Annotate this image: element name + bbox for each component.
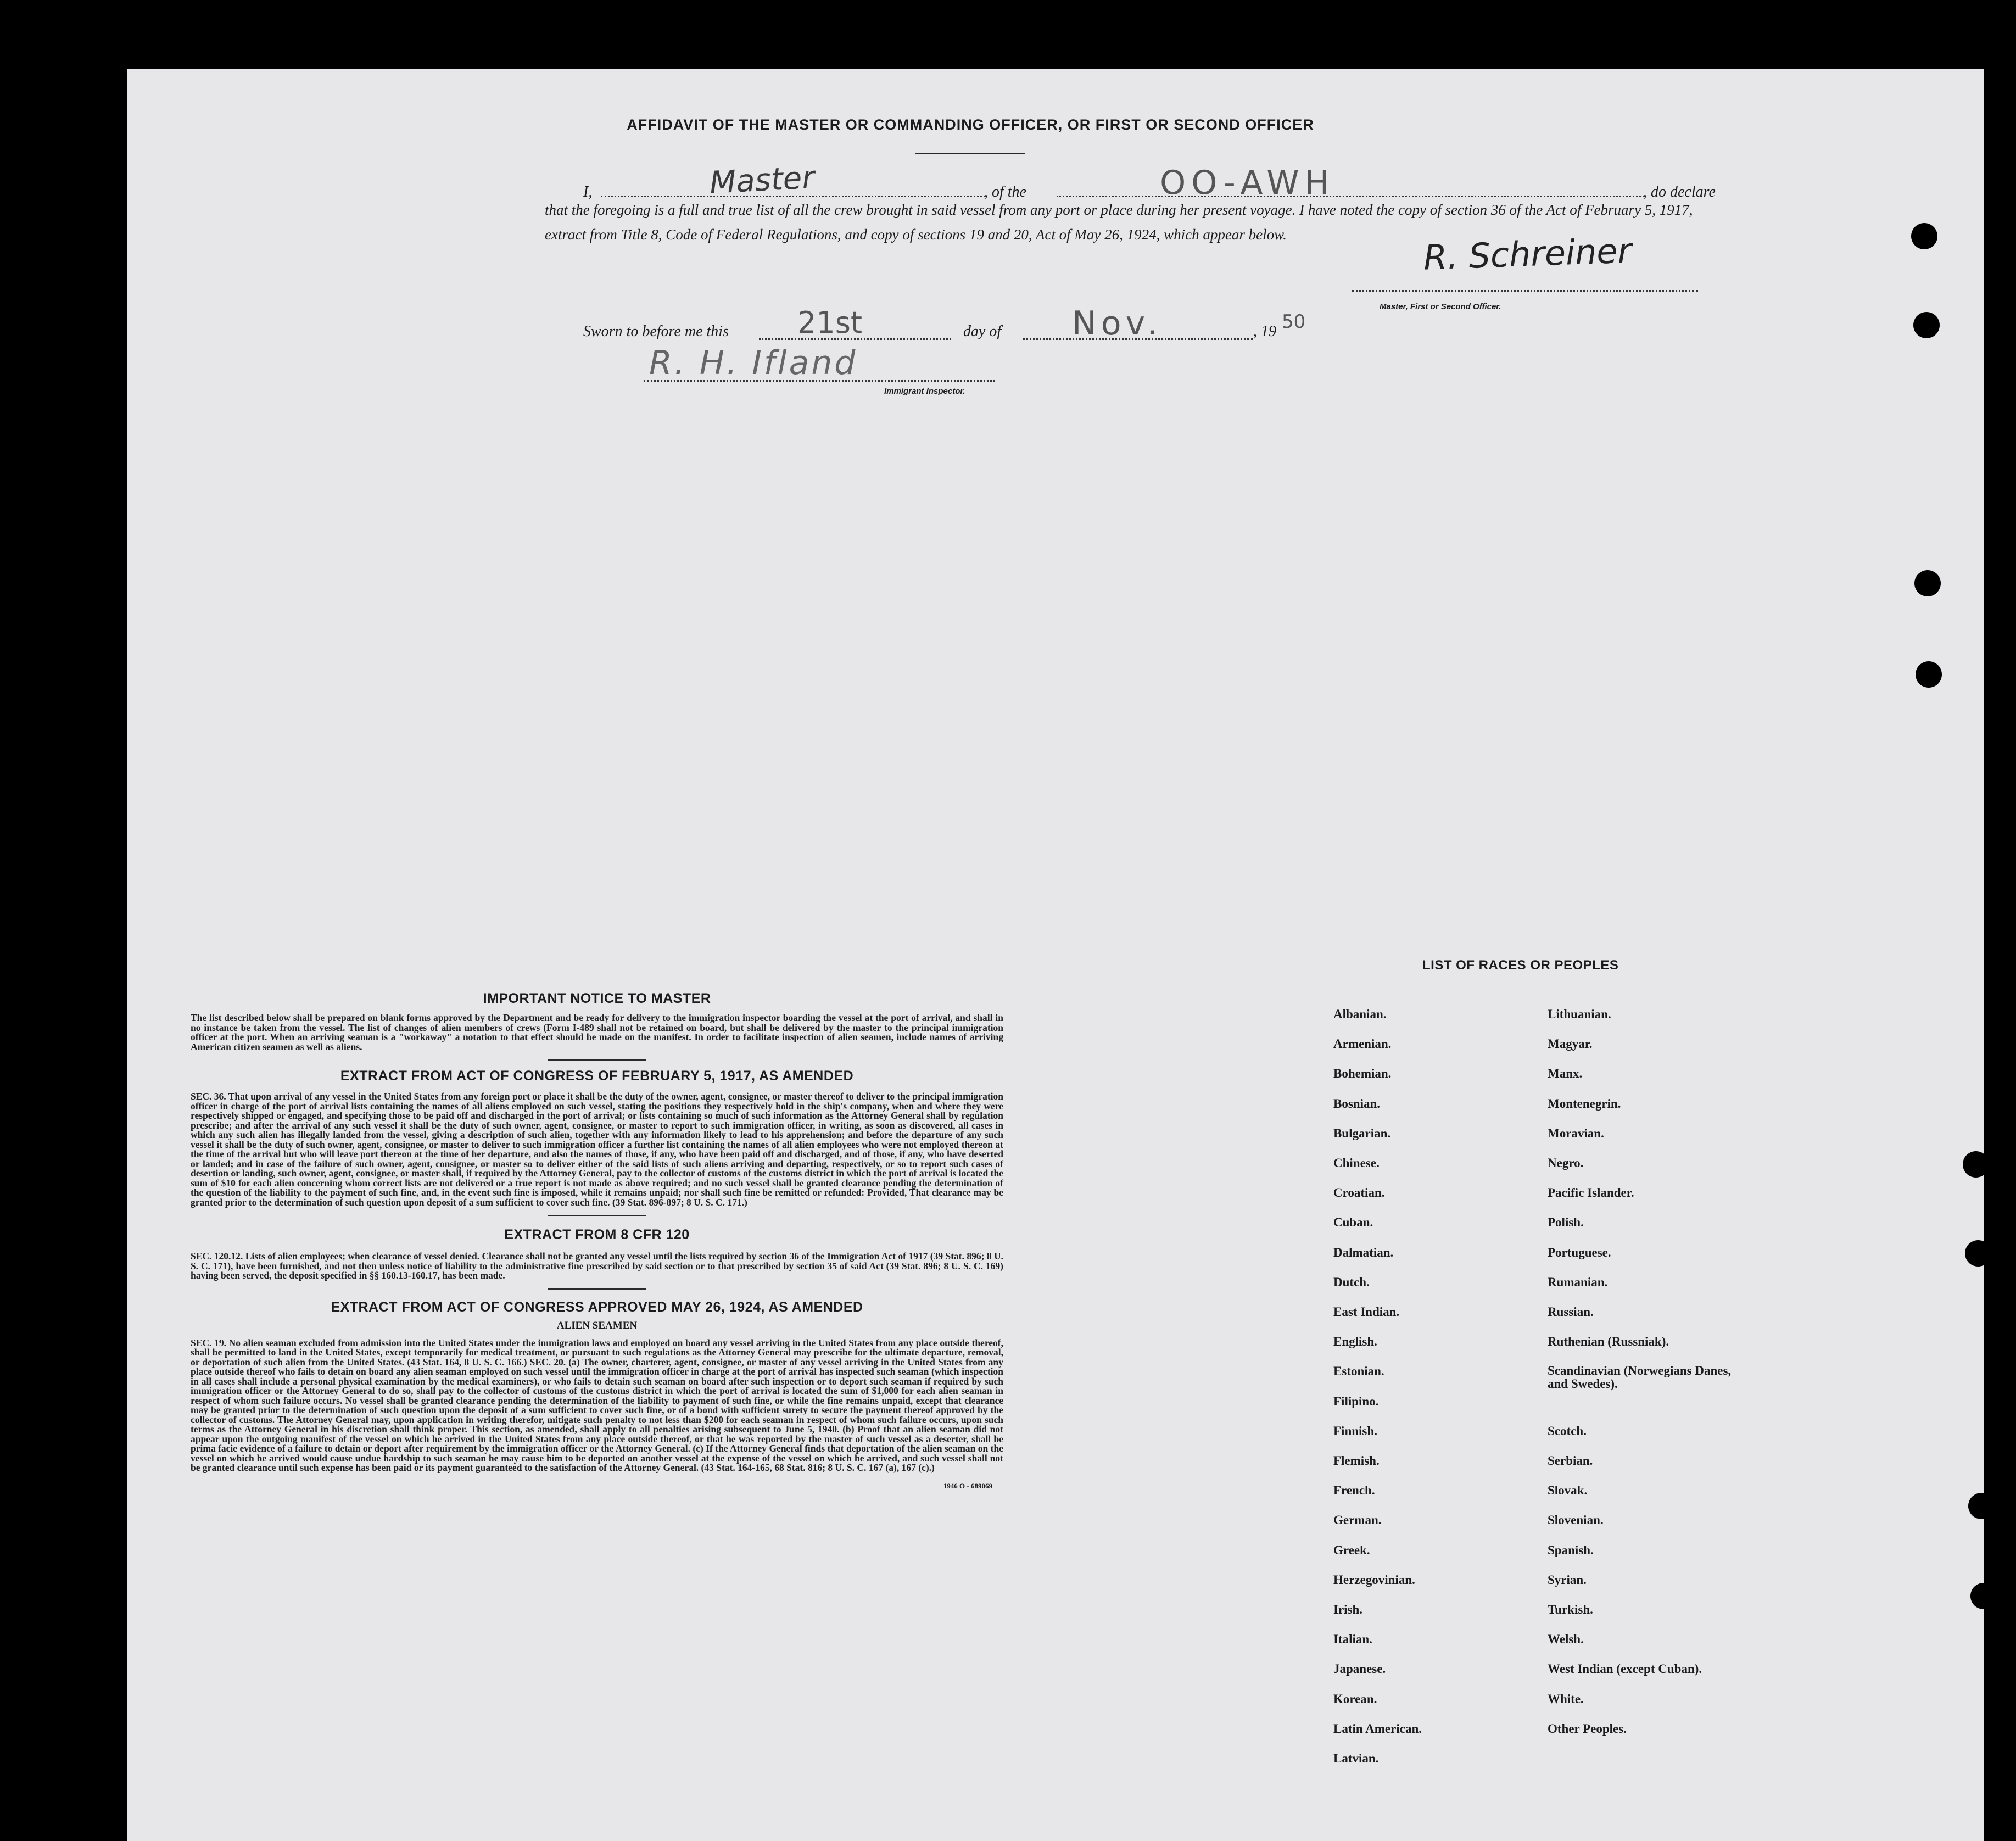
race-item: Ruthenian (Russniak). (1548, 1335, 1669, 1349)
race-item: West Indian (except Cuban). (1548, 1662, 1702, 1676)
extract3-text: SEC. 19. No alien seaman excluded from admission into the United States under the immigration laws and employed on board any vessel arriving in the United States from any place outside thereof, shall be permitted to land in the United States, except temporarily for medical treatment, or pursuant to such regulations as the Attorney General may prescribe for the ultimate departure, removal, or deportation of such alien from the United States. (43 Stat. 164, 8 U. S. C. 166.) SEC. 20. (a) The owner, charterer, agent, consignee, or master of any vessel arriving in the United States from any place outside thereof who fails to detain on board any alien seaman employed on such vessel until the immigration officer in charge at the port of arrival has inspected such seaman (which inspection in all cases shall include a personal physical examination by the medical examiners), or who fails to detain such seaman on board after such inspection or to deport such seaman if required by such immigration officer or the Attorney General to do so, shall pay to the collector of customs of the customs district in which the port of arrival is located the sum of $1,000 for each alien seaman in respect of whom such failure occurs. No vessel shall be granted clearance pending the determination of the liability to payment of such fine, or while the fine remains unpaid, except that clearance may be granted prior to the determination of such question upon the deposit of a sum sufficient to cover such fine, or of a bond with sufficient surety to secure the payment thereof approved by the collector of customs. The Attorney General may, upon application in writing therefor, mitigate such penalty to not less than $200 for each seaman in respect of whom such failure occurs, upon such terms as the Attorney General in his discretion shall think proper. This section, as amended, shall apply to all penalties arising subsequent to June 5, 1940. (b) Proof that an alien seaman did not appear upon the outgoing manifest of the vessel on which he arrived in the United States from any place outside thereof, or that he was reported by the master of such vessel as a deserter, shall be prima facie evidence of a failure to detain or deport after requirement by the immigration officer or the Attorney General. (c) If the Attorney General finds that deportation of the alien seaman on the vessel on which he arrived would cause undue hardship to such seaman he may cause him to be deported on another vessel at the expense of the vessel on which he arrived, and such vessel shall not be granted clearance until such expense has been paid or its payment guaranteed to the satisfaction of the Attorney General. (43 Stat. 164-165, 68 Stat. 816; 8 U. S. C. 167 (a), 167 (c).) (191, 1337, 1003, 1473)
day-of-label: day of (963, 323, 1002, 340)
race-item: Pacific Islander. (1548, 1186, 1634, 1200)
race-item: White. (1548, 1692, 1584, 1706)
race-item: Italian. (1333, 1632, 1372, 1647)
extract1-text: SEC. 36. That upon arrival of any vessel in the United States from any foreign port or place it shall be the duty of the owner, agent, consignee, or master thereof to deliver to the principal immigration officer in charge of the port of arrival lists containing the names of all aliens employed on such vessel, stating the positions they respectively hold in the ship's company, when and where they were respectively shipped or engaged, and specifying those to be paid off and discharged in the port of arrival; or lists containing so much of such information as the Attorney General shall by regulation prescribe; and after the arrival of any such vessel it shall be the duty of such owner, agent, consignee, or master to report to such immigration officer, in writing, as soon as discovered, all cases in which any such alien has illegally landed from the vessel, giving a description of such alien, together with any information likely to lead to his apprehension; and before the departure of any such vessel it shall be the duty of such owner, agent, consignee, or master to deliver to such immigration officer a further list containing the names of all alien employees who were not employed thereon at the time of the arrival but who will leave port thereon at the time of her departure, and also the names of those, if any, who have been paid off and discharged, and of those, if any, who have deserted or landed; and in case of the failure of such owner, agent, consignee, or master so to deliver either of the said lists of such aliens arriving and departing, respectively, or so to report such cases of desertion or landing, such owner, agent, consignee, or master shall, if required by the Attorney General, pay to the collector of customs of the customs district in which the port of arrival is located the sum of $10 for each alien concerning whom correct lists are not delivered or a true report is not made as above required; and no such vessel shall be granted clearance pending the determination of the question of the liability to the payment of such fine, and, in the event such fine is imposed, while it remains unpaid; nor shall such fine be remitted or refunded: Provided, That clearance may be granted prior to the determination of such question upon deposit of a sum sufficient to cover such fine. (39 Stat. 896-897; 8 U. S. C. 171.) (191, 1091, 1003, 1208)
vessel-line (1057, 196, 1644, 197)
race-item: Slovak. (1548, 1483, 1588, 1498)
race-item: Montenegrin. (1548, 1096, 1621, 1111)
race-item: Filipino. (1333, 1394, 1379, 1408)
extract2-text: SEC. 120.12. Lists of alien employees; when clearance of vessel denied. Clearance shall not be granted any vessel until the lists required by section 36 of the Immigration Act of 1917 (39 Stat. 896; 8 U. S. C. 171), have been furnished, and not then unless notice of liability to the administrative fine prescribed by said section or to that prescribed by section 35 of said Act (39 Stat. 896; 8 U. S. C. 169) having been served, the deposit specified in §§ 160.13-160.17, has been made. (191, 1251, 1003, 1281)
race-item: Magyar. (1548, 1037, 1593, 1051)
race-item: Slovenian. (1548, 1513, 1604, 1527)
extract2-title: EXTRACT FROM 8 CFR 120 (504, 1227, 690, 1242)
punch-hole (1970, 1583, 1997, 1609)
punch-hole (1913, 312, 1940, 338)
race-item: Latin American. (1333, 1721, 1422, 1736)
extract1-rule (548, 1215, 646, 1216)
race-item: Serbian. (1548, 1454, 1593, 1468)
officer-caption: Master, First or Second Officer. (1380, 302, 1501, 311)
race-item: German. (1333, 1513, 1382, 1527)
vessel-handwritten: OO-AWH (1160, 164, 1335, 202)
race-item: Flemish. (1333, 1454, 1380, 1468)
race-item: Dalmatian. (1333, 1245, 1394, 1259)
extract1-title: EXTRACT FROM ACT OF CONGRESS OF FEBRUARY 5, 1917, AS AMENDED (340, 1068, 854, 1084)
important-notice (191, 991, 1003, 1491)
race-item: Cuban. (1333, 1215, 1373, 1230)
race-item: Polish. (1548, 1215, 1584, 1230)
race-item: Bosnian. (1333, 1096, 1381, 1111)
race-item: Welsh. (1548, 1632, 1584, 1647)
declaration-text: that the foregoing is a full and true list of all the crew brought in said vessel from any port or place during her present voyage. I have noted the copy of section 36 of the Act of February 5, 1917, extract from Title 8, Code of Federal Regulations, and copy of sections 19 and 20, Act of May 26, 1924, which appear below. (545, 202, 1693, 243)
race-item: Herzegovinian. (1333, 1572, 1415, 1587)
extract3-title: EXTRACT FROM ACT OF CONGRESS APPROVED MAY 26, 1924, AS AMENDED (331, 1299, 863, 1315)
notice-rule (548, 1059, 646, 1061)
race-item: Turkish. (1548, 1603, 1593, 1616)
affidavit-title: AFFIDAVIT OF THE MASTER OR COMMANDING OFFICER, OR FIRST OR SECOND OFFICER (627, 116, 1314, 133)
race-item: Rumanian. (1548, 1275, 1608, 1289)
race-item: Albanian. (1333, 1007, 1387, 1021)
extract3-subtitle: ALIEN SEAMEN (556, 1319, 638, 1331)
race-item: Finnish. (1333, 1424, 1377, 1438)
race-item: Japanese. (1333, 1662, 1386, 1676)
inspector-caption: Immigrant Inspector. (884, 387, 965, 396)
race-item: French. (1333, 1483, 1375, 1498)
race-item: Scandinavian (Norwegians Danes, and Swedes). (1548, 1364, 1732, 1391)
sworn-label: Sworn to before me this (583, 323, 729, 340)
officer-signature-line (1352, 290, 1698, 292)
race-item: Korean. (1333, 1692, 1377, 1706)
notice-text: The list described below shall be prepared on blank forms approved by the Department and be ready for delivery to the immigration inspector boarding the vessel at the port of arrival, and shall in no instance be taken from the vessel. The list of changes of alien members of crews (Form I-489 shall not be retained on board, but shall be delivered by the master to the principal immigration officer at the port. When an arriving seaman is a "workaway" a notation to that effect should be made on the manifest. In order to facilitate inspection of alien seamen, include names of arriving American citizen seamen as well as aliens. (191, 1012, 1003, 1052)
race-item: East Indian. (1333, 1305, 1400, 1319)
race-item: Scotch. (1548, 1424, 1587, 1438)
officer-signature: R. Schreiner (1422, 230, 1633, 278)
notice-title: IMPORTANT NOTICE TO MASTER (483, 991, 711, 1006)
inspector-signature: R. H. Ifland (649, 344, 858, 382)
race-item: Spanish. (1548, 1543, 1594, 1557)
race-item: Bulgarian. (1333, 1126, 1391, 1140)
sworn-day-handwritten: 21st (797, 305, 863, 340)
race-item: Russian. (1548, 1305, 1594, 1319)
punch-hole (1968, 1493, 1995, 1519)
punch-hole (1911, 223, 1937, 249)
race-item: English. (1333, 1335, 1377, 1349)
race-item: Lithuanian. (1548, 1007, 1611, 1021)
race-item: Estonian. (1333, 1364, 1384, 1379)
title-rule (915, 153, 1025, 154)
race-item: Armenian. (1333, 1037, 1392, 1051)
race-item: Latvian. (1333, 1751, 1379, 1765)
race-item: Chinese. (1333, 1156, 1380, 1170)
race-item: Negro. (1548, 1156, 1584, 1170)
race-item: Manx. (1548, 1067, 1583, 1081)
races-title: LIST OF RACES OR PEOPLES (1422, 958, 1619, 973)
of-the-label: , of the (984, 183, 1026, 200)
master-name-handwritten: Master (708, 160, 816, 201)
inspector-signature-line (644, 380, 995, 382)
race-item: Bohemian. (1333, 1067, 1392, 1081)
race-item: Portuguese. (1548, 1245, 1611, 1259)
race-item: Irish. (1333, 1603, 1363, 1616)
extract2-rule (548, 1288, 646, 1290)
year-prefix: , 19 (1253, 323, 1276, 340)
do-declare-label: , do declare (1643, 183, 1716, 200)
print-code: 1946 O - 689069 (943, 1481, 992, 1490)
race-item: Croatian. (1333, 1186, 1385, 1200)
month-handwritten: Nov. (1072, 304, 1162, 343)
year-handwritten: 50 (1282, 311, 1306, 333)
punch-hole (1914, 570, 1941, 596)
race-item: Moravian. (1548, 1126, 1604, 1140)
race-item: Syrian. (1548, 1572, 1587, 1587)
race-item: Greek. (1333, 1543, 1370, 1557)
punch-hole (1963, 1151, 1989, 1178)
i-label: I, (583, 183, 593, 200)
race-item: Dutch. (1333, 1275, 1370, 1289)
punch-hole (1965, 1240, 1991, 1267)
document-page (127, 69, 1984, 1841)
race-item: Other Peoples. (1548, 1721, 1627, 1736)
punch-hole (1916, 661, 1942, 688)
